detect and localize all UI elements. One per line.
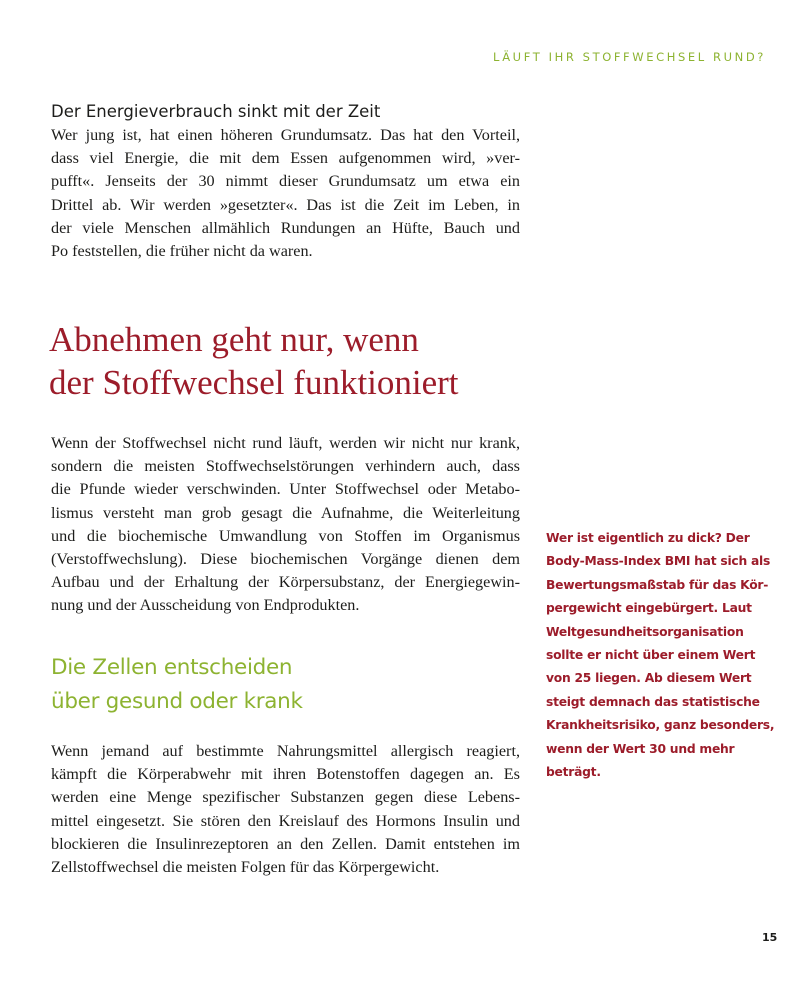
text-line: Wer jung ist, hat einen höheren Grundumsatz. Das hat den Vorteil, xyxy=(51,126,520,144)
sidebar-line: Wer ist eigentlich zu dick? Der xyxy=(546,531,750,545)
text-line: Po feststellen, die früher nicht da waren. xyxy=(51,242,313,261)
main-heading xyxy=(49,318,459,404)
section-heading-zellen xyxy=(51,651,303,719)
text-line: nung und der Ausscheidung von Endprodukten. xyxy=(51,596,360,615)
text-line: Drittel ab. Wir werden »gesetzter«. Das ist die Zeit im Leben, in xyxy=(51,195,520,214)
text-line: und die biochemische Umwandlung von Stoffen im Organismus xyxy=(51,526,520,545)
text-line: kämpft die Körperabwehr mit ihren Botenstoffen dagegen an. Es xyxy=(51,765,520,784)
sidebar-line: pergewicht eingebürgert. Laut xyxy=(546,601,752,616)
stoffwechsel-paragraph xyxy=(51,432,520,618)
text-line: Zellstoffwechsel die meisten Folgen für das Körpergewicht. xyxy=(51,858,440,877)
sidebar-line: steigt demnach das statistische xyxy=(546,694,760,709)
intro-paragraph xyxy=(51,124,520,263)
text-line: die Pfunde wieder verschwinden. Unter Stoffwechsel oder Metabo- xyxy=(51,480,520,499)
sidebar-line: Krankheitsrisiko, ganz besonders, xyxy=(546,718,775,733)
running-head: LÄUFT IHR STOFFWECHSEL RUND? xyxy=(492,50,766,64)
section-heading-line: über gesund oder krank xyxy=(51,689,303,714)
sidebar-line: beträgt. xyxy=(546,765,601,780)
text-line: werden eine Menge spezifischer Substanzen gegen diese Lebens- xyxy=(51,788,520,807)
text-line: Wenn der Stoffwechsel nicht rund läuft, werden wir nicht nur krank, xyxy=(51,434,520,452)
text-line: (Verstoffwechslung). Diese biochemischen Vorgänge dienen dem xyxy=(51,550,520,569)
text-line: Aufbau und der Erhaltung der Körpersubstanz, der Energiegewin- xyxy=(51,573,520,592)
subheading-energieverbrauch: Der Energieverbrauch sinkt mit der Zeit xyxy=(51,102,381,121)
page-number: 15 xyxy=(762,931,778,944)
sidebar-line: wenn der Wert 30 und mehr xyxy=(546,741,735,756)
text-line: Wenn jemand auf bestimmte Nahrungsmittel allergisch reagiert, xyxy=(51,742,520,760)
bmi-sidebar-note xyxy=(546,527,776,784)
sidebar-line: sollte er nicht über einem Wert xyxy=(546,648,756,663)
text-line: pufft«. Jenseits der 30 nimmt dieser Grundumsatz um etwa ein xyxy=(51,172,520,191)
text-line: dass viel Energie, die mit dem Essen aufgenommen wird, »ver- xyxy=(51,149,520,168)
sidebar-line: von 25 liegen. Ab diesem Wert xyxy=(546,671,752,686)
sidebar-line: Bewertungsmaßstab für das Kör- xyxy=(546,577,769,592)
sidebar-line: Body-Mass-Index BMI hat sich als xyxy=(546,554,771,569)
main-heading-line: der Stoffwechsel funktioniert xyxy=(49,363,459,402)
zellen-paragraph xyxy=(51,740,520,879)
text-line: mittel eingesetzt. Sie stören den Kreislauf des Hormons Insulin und xyxy=(51,811,520,830)
main-heading-line: Abnehmen geht nur, wenn xyxy=(49,320,419,359)
section-heading-line: Die Zellen entscheiden xyxy=(51,655,293,680)
text-line: sondern die meisten Stoffwechselstörungen verhindern auch, dass xyxy=(51,457,520,476)
sidebar-line: Weltgesundheitsorganisation xyxy=(546,624,744,639)
text-line: blockieren die Insulinrezeptoren an den Zellen. Damit entstehen im xyxy=(51,834,520,853)
text-line: lismus versteht man grob gesagt die Aufnahme, die Weiterleitung xyxy=(51,503,520,522)
text-line: der viele Menschen allmählich Rundungen an Hüfte, Bauch und xyxy=(51,218,520,237)
